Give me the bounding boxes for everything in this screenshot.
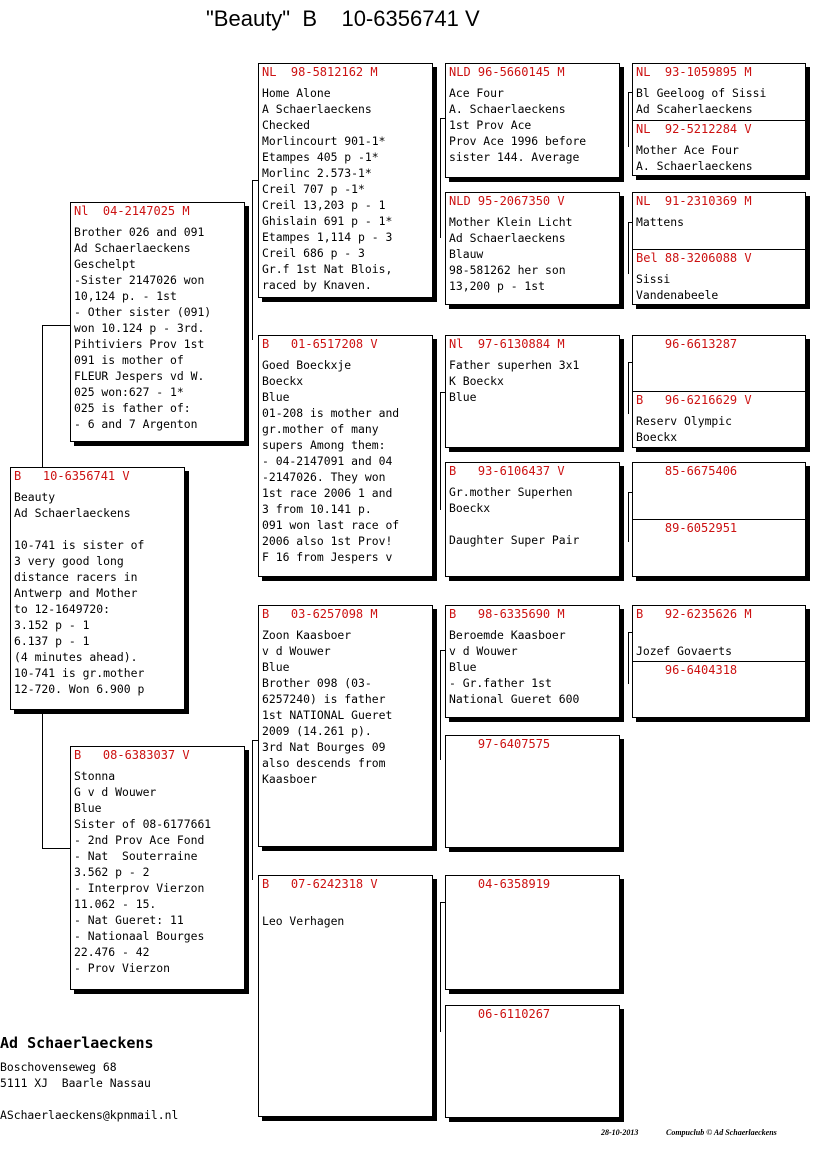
connector-line — [628, 632, 629, 684]
card-line: Antwerp and Mother — [14, 586, 138, 600]
card-line: A. Schaerlaeckens — [449, 102, 566, 116]
card-line: 091 is mother of — [74, 353, 184, 367]
card-line: 6.137 p - 1 — [14, 634, 90, 648]
ring-number: B 92-6235626 M — [636, 607, 752, 621]
pigeon-card-gen5-7 — [632, 462, 806, 520]
card-line: Ace Four — [449, 86, 504, 100]
ring-number: Nl 97-6130884 M — [449, 337, 565, 351]
card-line: - 2nd Prov Ace Fond — [74, 833, 205, 847]
pigeon-card-gen5-9 — [632, 605, 806, 662]
card-line: Gr.f 1st Nat Blois, — [262, 262, 393, 276]
card-line: (4 minutes ahead). — [14, 650, 138, 664]
pigeon-card-ggs-4 — [445, 875, 620, 990]
card-line: distance racers in — [14, 570, 138, 584]
card-line: Home Alone — [262, 86, 331, 100]
card-line: Sissi — [636, 272, 671, 286]
card-line: Morlincourt 901-1* — [262, 134, 386, 148]
card-line: Geschelpt — [74, 257, 136, 271]
card-line: Checked — [262, 118, 311, 132]
pigeon-card-ggd-4 — [445, 1005, 620, 1118]
card-line: 01-208 is mother and — [262, 406, 400, 420]
pigeon-card-gen5-2 — [632, 120, 806, 176]
card-line: Ad Schaerlaeckens — [74, 241, 191, 255]
card-line: 13,200 p - 1st — [449, 279, 546, 293]
card-line: 025 is father of: — [74, 401, 191, 415]
card-line: Mother Klein Licht — [449, 215, 573, 229]
pigeon-card-gen5-6 — [632, 391, 806, 448]
card-line: 22.476 - 42 — [74, 945, 150, 959]
pigeon-card-ggd-3 — [445, 735, 620, 848]
card-line: 98-581262 her son — [449, 263, 566, 277]
ring-number: NLD 95-2067350 V — [449, 194, 565, 208]
pigeon-card-gen5-10 — [632, 661, 806, 718]
card-line: v d Wouwer — [449, 644, 518, 658]
ring-number: Bel 88-3206088 V — [636, 251, 752, 265]
card-line: - Nat Gueret: 11 — [74, 913, 184, 927]
card-line: 6257240) is father — [262, 692, 386, 706]
footer-credit: Compuclub © Ad Schaerlaeckens — [666, 1128, 777, 1137]
card-line — [14, 521, 181, 537]
card-line: - Interprov Vierzon — [74, 881, 205, 895]
pigeon-card-gen5-8 — [632, 519, 806, 577]
card-line: Beauty — [14, 490, 56, 504]
pigeon-card-gen5-4 — [632, 249, 806, 305]
pedigree-title: "Beauty" B 10-6356741 V — [206, 6, 480, 31]
card-line: Beroemde Kaasboer — [449, 628, 566, 642]
pigeon-card-subject — [10, 467, 185, 710]
owner-email: ASchaerlaeckens@kpnmail.nl — [0, 1108, 179, 1122]
card-line: G v d Wouwer — [74, 785, 157, 799]
owner-street: Boschovenseweg 68 — [0, 1060, 117, 1074]
card-line: v d Wouwer — [262, 644, 331, 658]
card-line: Mattens — [636, 215, 685, 229]
ring-number: 06-6110267 — [449, 1007, 551, 1021]
card-line: - 6 and 7 Argenton — [74, 417, 198, 431]
card-line: 10-741 is gr.mother — [14, 666, 145, 680]
card-line: - 04-2147091 and 04 — [262, 454, 393, 468]
connector-line — [252, 740, 253, 880]
card-line: also descends from — [262, 756, 386, 770]
card-line: Jozef Govaerts — [636, 644, 733, 658]
card-line: Ad Schaerlaeckens — [449, 231, 566, 245]
card-line: Etampes 1,114 p - 3 — [262, 230, 393, 244]
card-line: -Sister 2147026 won — [74, 273, 205, 287]
card-line: FLEUR Jespers vd W. — [74, 369, 205, 383]
card-line: Vandenabeele — [636, 288, 719, 302]
card-line: 2009 (14.261 p). — [262, 724, 372, 738]
card-line: 3.562 p - 2 — [74, 865, 150, 879]
pigeon-card-grandsire-maternal — [258, 605, 433, 847]
card-line: 12-720. Won 6.900 p — [14, 682, 145, 696]
card-line: Blue — [262, 390, 290, 404]
pigeon-card-grandsire-paternal — [258, 63, 433, 298]
card-line: 2006 also 1st Prov! — [262, 534, 393, 548]
card-line: won 10.124 p - 3rd. — [74, 321, 205, 335]
connector-line — [440, 650, 441, 760]
card-line: - Prov Vierzon — [74, 961, 171, 975]
card-line: 10,124 p. - 1st — [74, 289, 177, 303]
pigeon-card-ggd-1 — [445, 192, 620, 305]
card-line: Stonna — [74, 769, 116, 783]
owner-name: Ad Schaerlaeckens — [0, 1034, 154, 1052]
ring-number: 04-6358919 — [449, 877, 551, 891]
card-line: National Gueret 600 — [449, 692, 580, 706]
card-line: supers Among them: — [262, 438, 386, 452]
card-line: Kaasboer — [262, 772, 317, 786]
card-line: Sister of 08-6177661 — [74, 817, 212, 831]
card-line: - Other sister (091) — [74, 305, 212, 319]
card-line: Ad Schaerlaeckens — [14, 506, 131, 520]
pigeon-card-gen5-3 — [632, 192, 806, 250]
ring-number: 97-6407575 — [449, 737, 551, 751]
ring-number: NLD 96-5660145 M — [449, 65, 565, 79]
ring-number: NL 91-2310369 M — [636, 194, 752, 208]
connector-line — [42, 325, 43, 468]
ring-number: NL 92-5212284 V — [636, 122, 752, 136]
pigeon-card-sire — [70, 202, 245, 442]
connector-line — [440, 392, 441, 510]
ring-number: NL 98-5812162 M — [262, 65, 378, 79]
card-line: 3 from 10.141 p. — [262, 502, 372, 516]
connector-line — [628, 362, 629, 414]
card-line: Etampes 405 p -1* — [262, 150, 379, 164]
card-line: 1st Prov Ace — [449, 118, 532, 132]
pigeon-card-ggd-2 — [445, 462, 620, 577]
card-line: A. Schaerlaeckens — [636, 159, 753, 173]
card-line: Brother 098 (03- — [262, 676, 372, 690]
card-line: Blue — [449, 660, 477, 674]
connector-line — [252, 180, 253, 340]
card-line: Ghislain 691 p - 1* — [262, 214, 393, 228]
pigeon-card-gen5-5 — [632, 335, 806, 392]
card-line — [262, 897, 429, 913]
card-line: Blue — [262, 660, 290, 674]
pigeon-card-granddam-maternal — [258, 875, 433, 1117]
connector-line — [42, 712, 43, 848]
card-line: Goed Boeckxje — [262, 358, 352, 372]
connector-line — [628, 92, 629, 147]
card-line: 025 won:627 - 1* — [74, 385, 184, 399]
ring-number: Nl 04-2147025 M — [74, 204, 190, 218]
card-line: Creil 686 p - 3 — [262, 246, 365, 260]
owner-city: 5111 XJ Baarle Nassau — [0, 1076, 151, 1090]
pigeon-card-ggs-3 — [445, 605, 620, 718]
ring-number: B 01-6517208 V — [262, 337, 378, 351]
card-line: Bl Geeloog of Sissi — [636, 86, 767, 100]
card-line — [449, 516, 616, 532]
card-line: Creil 707 p -1* — [262, 182, 365, 196]
ring-number: B 93-6106437 V — [449, 464, 565, 478]
ring-number: B 98-6335690 M — [449, 607, 565, 621]
connector-line — [440, 902, 441, 1032]
pigeon-card-dam — [70, 746, 245, 990]
card-line: Boeckx — [262, 374, 304, 388]
pigeon-card-gen5-1 — [632, 63, 806, 121]
pigeon-card-ggs-2 — [445, 335, 620, 448]
card-line: Gr.mother Superhen — [449, 485, 573, 499]
card-line: sister 144. Average — [449, 150, 580, 164]
connector-line — [42, 325, 70, 326]
card-line: 1st NATIONAL Gueret — [262, 708, 393, 722]
card-line — [636, 627, 802, 643]
connector-line — [440, 118, 441, 238]
connector-line — [42, 848, 70, 849]
card-line: Boeckx — [449, 501, 491, 515]
card-line: raced by Knaven. — [262, 278, 372, 292]
ring-number: 89-6052951 — [636, 521, 738, 535]
ring-number: B 08-6383037 V — [74, 748, 190, 762]
card-line: Creil 13,203 p - 1 — [262, 198, 386, 212]
connector-line — [628, 222, 629, 274]
card-line: Father superhen 3x1 — [449, 358, 580, 372]
card-line: gr.mother of many — [262, 422, 379, 436]
card-line: Blue — [449, 390, 477, 404]
card-line: 11.062 - 15. — [74, 897, 157, 911]
ring-number: 96-6404318 — [636, 663, 738, 677]
card-line: - Nationaal Bourges — [74, 929, 205, 943]
card-line: 10-741 is sister of — [14, 538, 145, 552]
card-line: Daughter Super Pair — [449, 533, 580, 547]
ring-number: B 10-6356741 V — [14, 469, 130, 483]
card-line: Morlinc 2.573-1* — [262, 166, 372, 180]
card-line: Blue — [74, 801, 102, 815]
card-line: Mother Ace Four — [636, 143, 739, 157]
card-line: Boeckx — [636, 430, 678, 444]
connector-line — [628, 492, 629, 542]
card-line: 3 very good long — [14, 554, 124, 568]
card-line: Reserv Olympic — [636, 414, 733, 428]
pigeon-card-ggs-1 — [445, 63, 620, 178]
card-line: A Schaerlaeckens — [262, 102, 372, 116]
card-line: K Boeckx — [449, 374, 504, 388]
card-line: Blauw — [449, 247, 484, 261]
ring-number: NL 93-1059895 M — [636, 65, 752, 79]
card-line: Zoon Kaasboer — [262, 628, 352, 642]
card-line: Brother 026 and 091 — [74, 225, 205, 239]
card-line: 1st race 2006 1 and — [262, 486, 393, 500]
ring-number: B 07-6242318 V — [262, 877, 378, 891]
card-line: to 12-1649720: — [14, 602, 111, 616]
card-line: - Gr.father 1st — [449, 676, 552, 690]
card-line: 091 won last race of — [262, 518, 400, 532]
pigeon-card-granddam-paternal — [258, 335, 433, 577]
ring-number: B 03-6257098 M — [262, 607, 378, 621]
ring-number: 96-6613287 — [636, 337, 738, 351]
card-line: 3.152 p - 1 — [14, 618, 90, 632]
ring-number: 85-6675406 — [636, 464, 738, 478]
card-line: F 16 from Jespers v — [262, 550, 393, 564]
footer-date: 28-10-2013 — [601, 1128, 639, 1137]
card-line: - Nat Souterraine — [74, 849, 198, 863]
ring-number: B 96-6216629 V — [636, 393, 752, 407]
card-line: -2147026. They won — [262, 470, 386, 484]
card-line: Pihtiviers Prov 1st — [74, 337, 205, 351]
card-line: Prov Ace 1996 before — [449, 134, 587, 148]
card-line: Ad Scaherlaeckens — [636, 102, 753, 116]
card-line: 3rd Nat Bourges 09 — [262, 740, 386, 754]
card-line: Leo Verhagen — [262, 914, 345, 928]
